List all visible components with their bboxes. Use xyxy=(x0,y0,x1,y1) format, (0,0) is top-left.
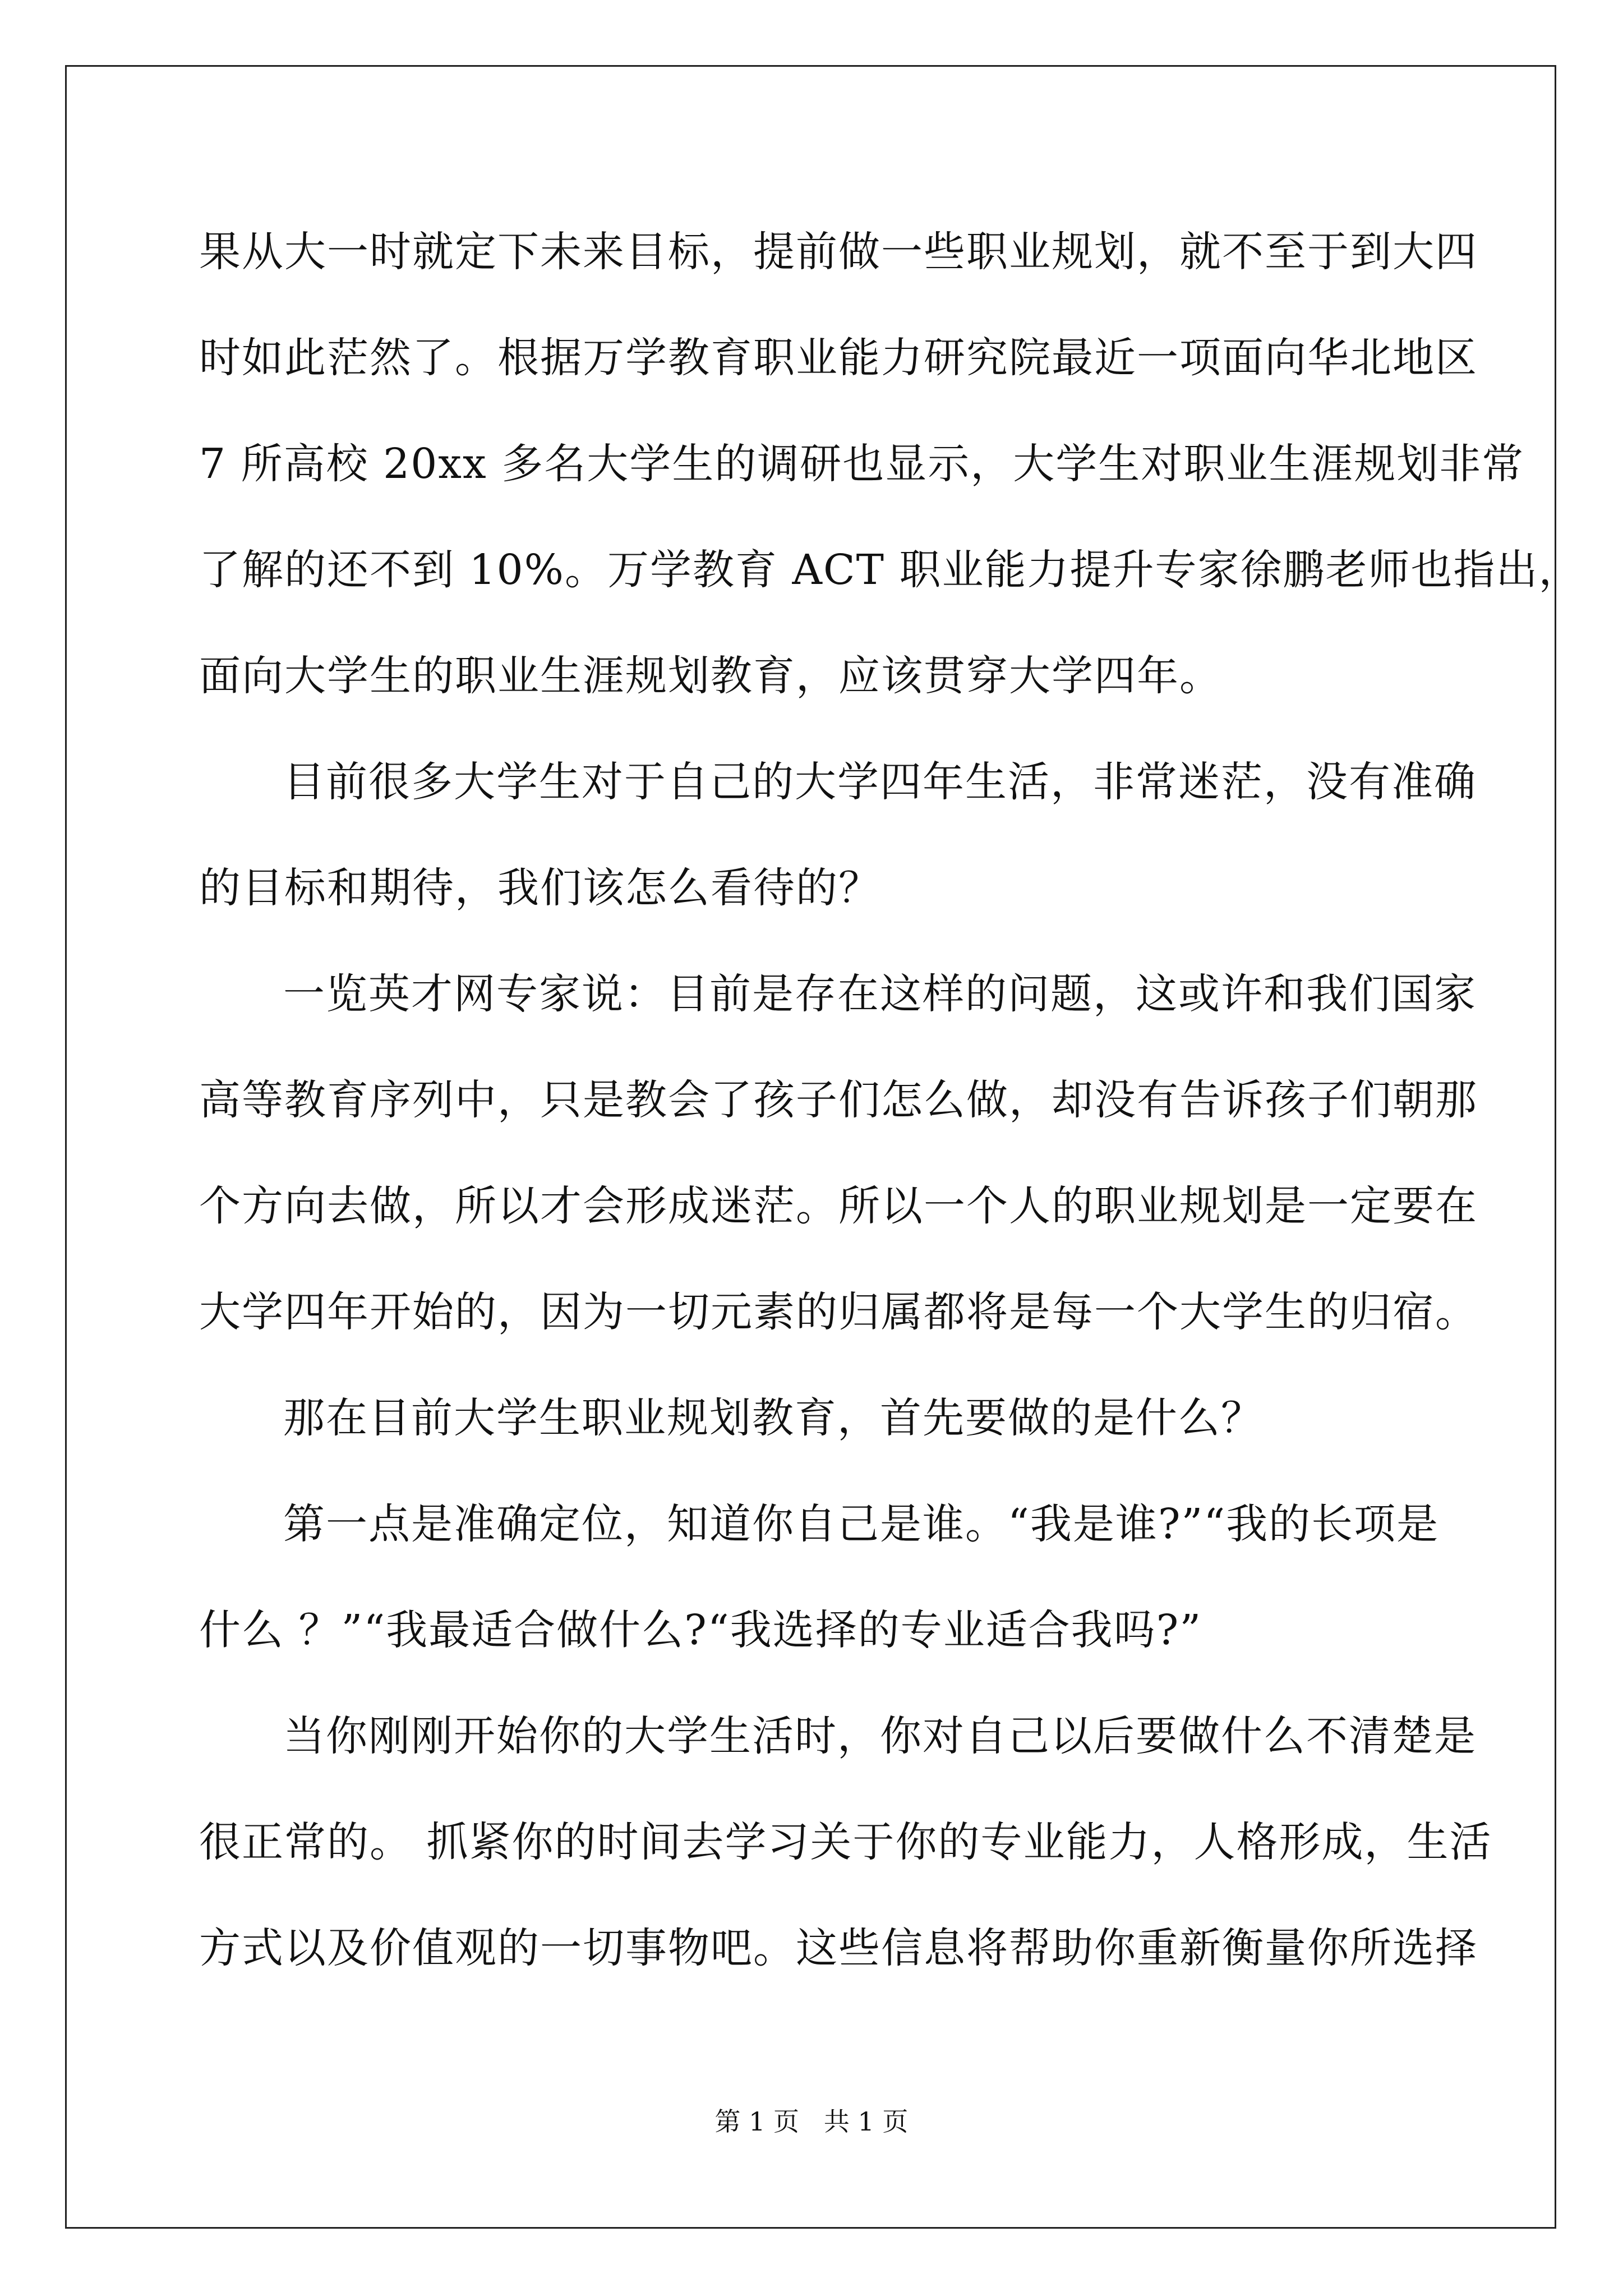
page-footer: 第 1 页 共 1 页 xyxy=(714,2106,909,2137)
paragraph-start-line: 当你刚刚开始你的大学生活时，你对自己以后要做什么不清楚是 xyxy=(283,1712,1477,1760)
text-line: 果从大一时就定下未来目标，提前做一些职业规划，就不至于到大四 xyxy=(199,228,1478,276)
text-line: 很正常的。 抓紧你的时间去学习关于你的专业能力，人格形成，生活 xyxy=(199,1818,1492,1866)
paragraph-start-line: 那在目前大学生职业规划教育，首先要做的是什么？ xyxy=(283,1394,1264,1442)
text-line: 高等教育序列中，只是教会了孩子们怎么做，却没有告诉孩子们朝那 xyxy=(199,1076,1478,1124)
paragraph-start-line: 第一点是准确定位，知道你自己是谁。“我是谁?”“我的长项是 xyxy=(283,1500,1440,1548)
text-line: 了解的还不到 10%。万学教育 ACT 职业能力提升专家徐鹏老师也指出， xyxy=(199,546,1581,594)
paragraph-start-line: 一览英才网专家说：目前是存在这样的问题，这或许和我们国家 xyxy=(283,970,1477,1018)
text-line: 面向大学生的职业生涯规划教育，应该贯穿大学四年。 xyxy=(199,652,1222,700)
text-line: 个方向去做，所以才会形成迷茫。所以一个人的职业规划是一定要在 xyxy=(199,1182,1478,1230)
text-line: 方式以及价值观的一切事物吧。这些信息将帮助你重新衡量你所选择 xyxy=(199,1924,1478,1972)
document-body xyxy=(199,199,1581,2001)
text-line: 大学四年开始的，因为一切元素的归属都将是每一个大学生的归宿。 xyxy=(199,1288,1478,1336)
text-line: 什么 ？”“我最适合做什么?“我选择的专业适合我吗?” xyxy=(199,1606,1202,1654)
paragraph-start-line: 目前很多大学生对于自己的大学四年生活，非常迷茫，没有准确 xyxy=(283,758,1477,806)
text-line: 时如此茫然了。根据万学教育职业能力研究院最近一项面向华北地区 xyxy=(199,334,1478,382)
text-line: 7 所高校 20xx 多名大学生的调研也显示，大学生对职业生涯规划非常 xyxy=(199,440,1525,488)
text-line: 的目标和期待，我们该怎么看待的？ xyxy=(199,864,881,912)
